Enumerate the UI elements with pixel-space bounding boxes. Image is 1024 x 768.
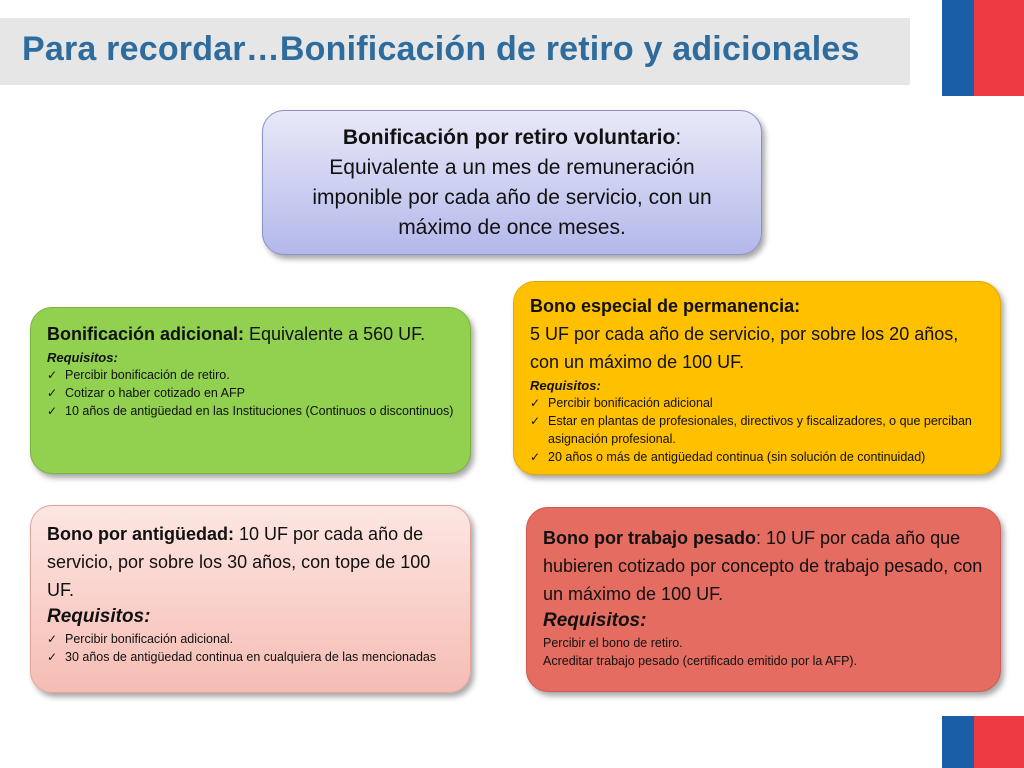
requisito-line: Percibir el bono de retiro.	[543, 636, 683, 650]
requisito-item: ✓ 10 años de antigüedad en las Instituciones (Continuos o discontinuos)	[47, 404, 454, 418]
bonificacion-adicional-box	[30, 307, 471, 474]
bonificacion-adicional-text: Equivalente a 560 UF.	[244, 324, 426, 344]
flag-red-stripe	[974, 716, 1024, 768]
retiro-voluntario-text: Equivalente a un mes de remuneración imponible por cada año de servicio, con un máximo de once meses.	[312, 156, 712, 239]
checkmark-icon: ✓	[47, 632, 58, 646]
retiro-voluntario-colon: :	[675, 126, 682, 149]
requisito-item: ✓ 20 años o más de antigüedad continua (sin solución de continuidad)	[530, 450, 926, 464]
bono-antiguedad-label: Bono por antigüedad:	[47, 524, 234, 544]
bono-antiguedad-box	[30, 505, 471, 693]
bono-trabajo-pesado-label: Bono por trabajo pesado	[543, 528, 757, 548]
bonificacion-adicional-heading	[47, 320, 454, 348]
bono-antiguedad-heading	[47, 520, 454, 604]
requisito-item: ✓ Cotizar o haber cotizado en AFP	[47, 386, 245, 400]
requisitos-label: Requisitos:	[47, 350, 118, 365]
checkmark-icon: ✓	[530, 414, 541, 428]
bono-permanencia-heading	[530, 292, 984, 376]
retiro-voluntario-box	[262, 110, 762, 255]
requisitos-label: Requisitos:	[543, 610, 647, 631]
requisitos-list	[47, 366, 454, 420]
requisitos-list	[530, 394, 984, 466]
retiro-voluntario-label: Bonificación por retiro voluntario	[342, 126, 676, 149]
page-title: Para recordar…Bonificación de retiro y adicionales	[22, 30, 860, 68]
bono-trabajo-pesado-box	[526, 507, 1001, 692]
requisito-item: ✓ Percibir bonificación de retiro.	[47, 368, 230, 382]
bono-trabajo-pesado-heading	[543, 524, 984, 608]
flag-logo-top	[942, 0, 1024, 96]
flag-logo-bottom	[942, 716, 1024, 768]
requisito-item: ✓ Percibir bonificación adicional	[530, 396, 713, 410]
bono-trabajo-pesado-text: : 10 UF por cada año que hubieren cotizado por concepto de trabajo pesado, con un máximo de 100 UF.	[543, 528, 983, 604]
flag-blue-stripe	[942, 716, 974, 768]
requisito-item: ✓ Estar en plantas de profesionales, directivos y fiscalizadores, o que perciban asignación profesional.	[530, 414, 972, 446]
checkmark-icon: ✓	[530, 396, 541, 410]
checkmark-icon: ✓	[47, 404, 58, 418]
bono-antiguedad-text: 10 UF por cada año de servicio, por sobre los 30 años, con tope de 100 UF.	[47, 524, 431, 600]
checkmark-icon: ✓	[47, 368, 58, 382]
bono-permanencia-box	[513, 281, 1001, 475]
flag-blue-stripe	[942, 0, 974, 96]
bono-permanencia-text: 5 UF por cada año de servicio, por sobre los 20 años, con un máximo de 100 UF.	[530, 324, 959, 372]
bono-permanencia-label: Bono especial de permanencia:	[530, 296, 801, 316]
checkmark-icon: ✓	[47, 650, 58, 664]
requisito-line: Acreditar trabajo pesado (certificado emitido por la AFP).	[543, 654, 858, 668]
requisitos-label: Requisitos:	[47, 606, 151, 627]
requisito-item: ✓ 30 años de antigüedad continua en cualquiera de las mencionadas	[47, 650, 437, 664]
requisitos-label: Requisitos:	[530, 378, 601, 393]
checkmark-icon: ✓	[47, 386, 58, 400]
checkmark-icon: ✓	[530, 450, 541, 464]
bonificacion-adicional-label: Bonificación adicional:	[47, 324, 245, 344]
requisito-item: ✓ Percibir bonificación adicional.	[47, 632, 234, 646]
requisitos-list	[47, 630, 454, 666]
flag-red-stripe	[974, 0, 1024, 96]
